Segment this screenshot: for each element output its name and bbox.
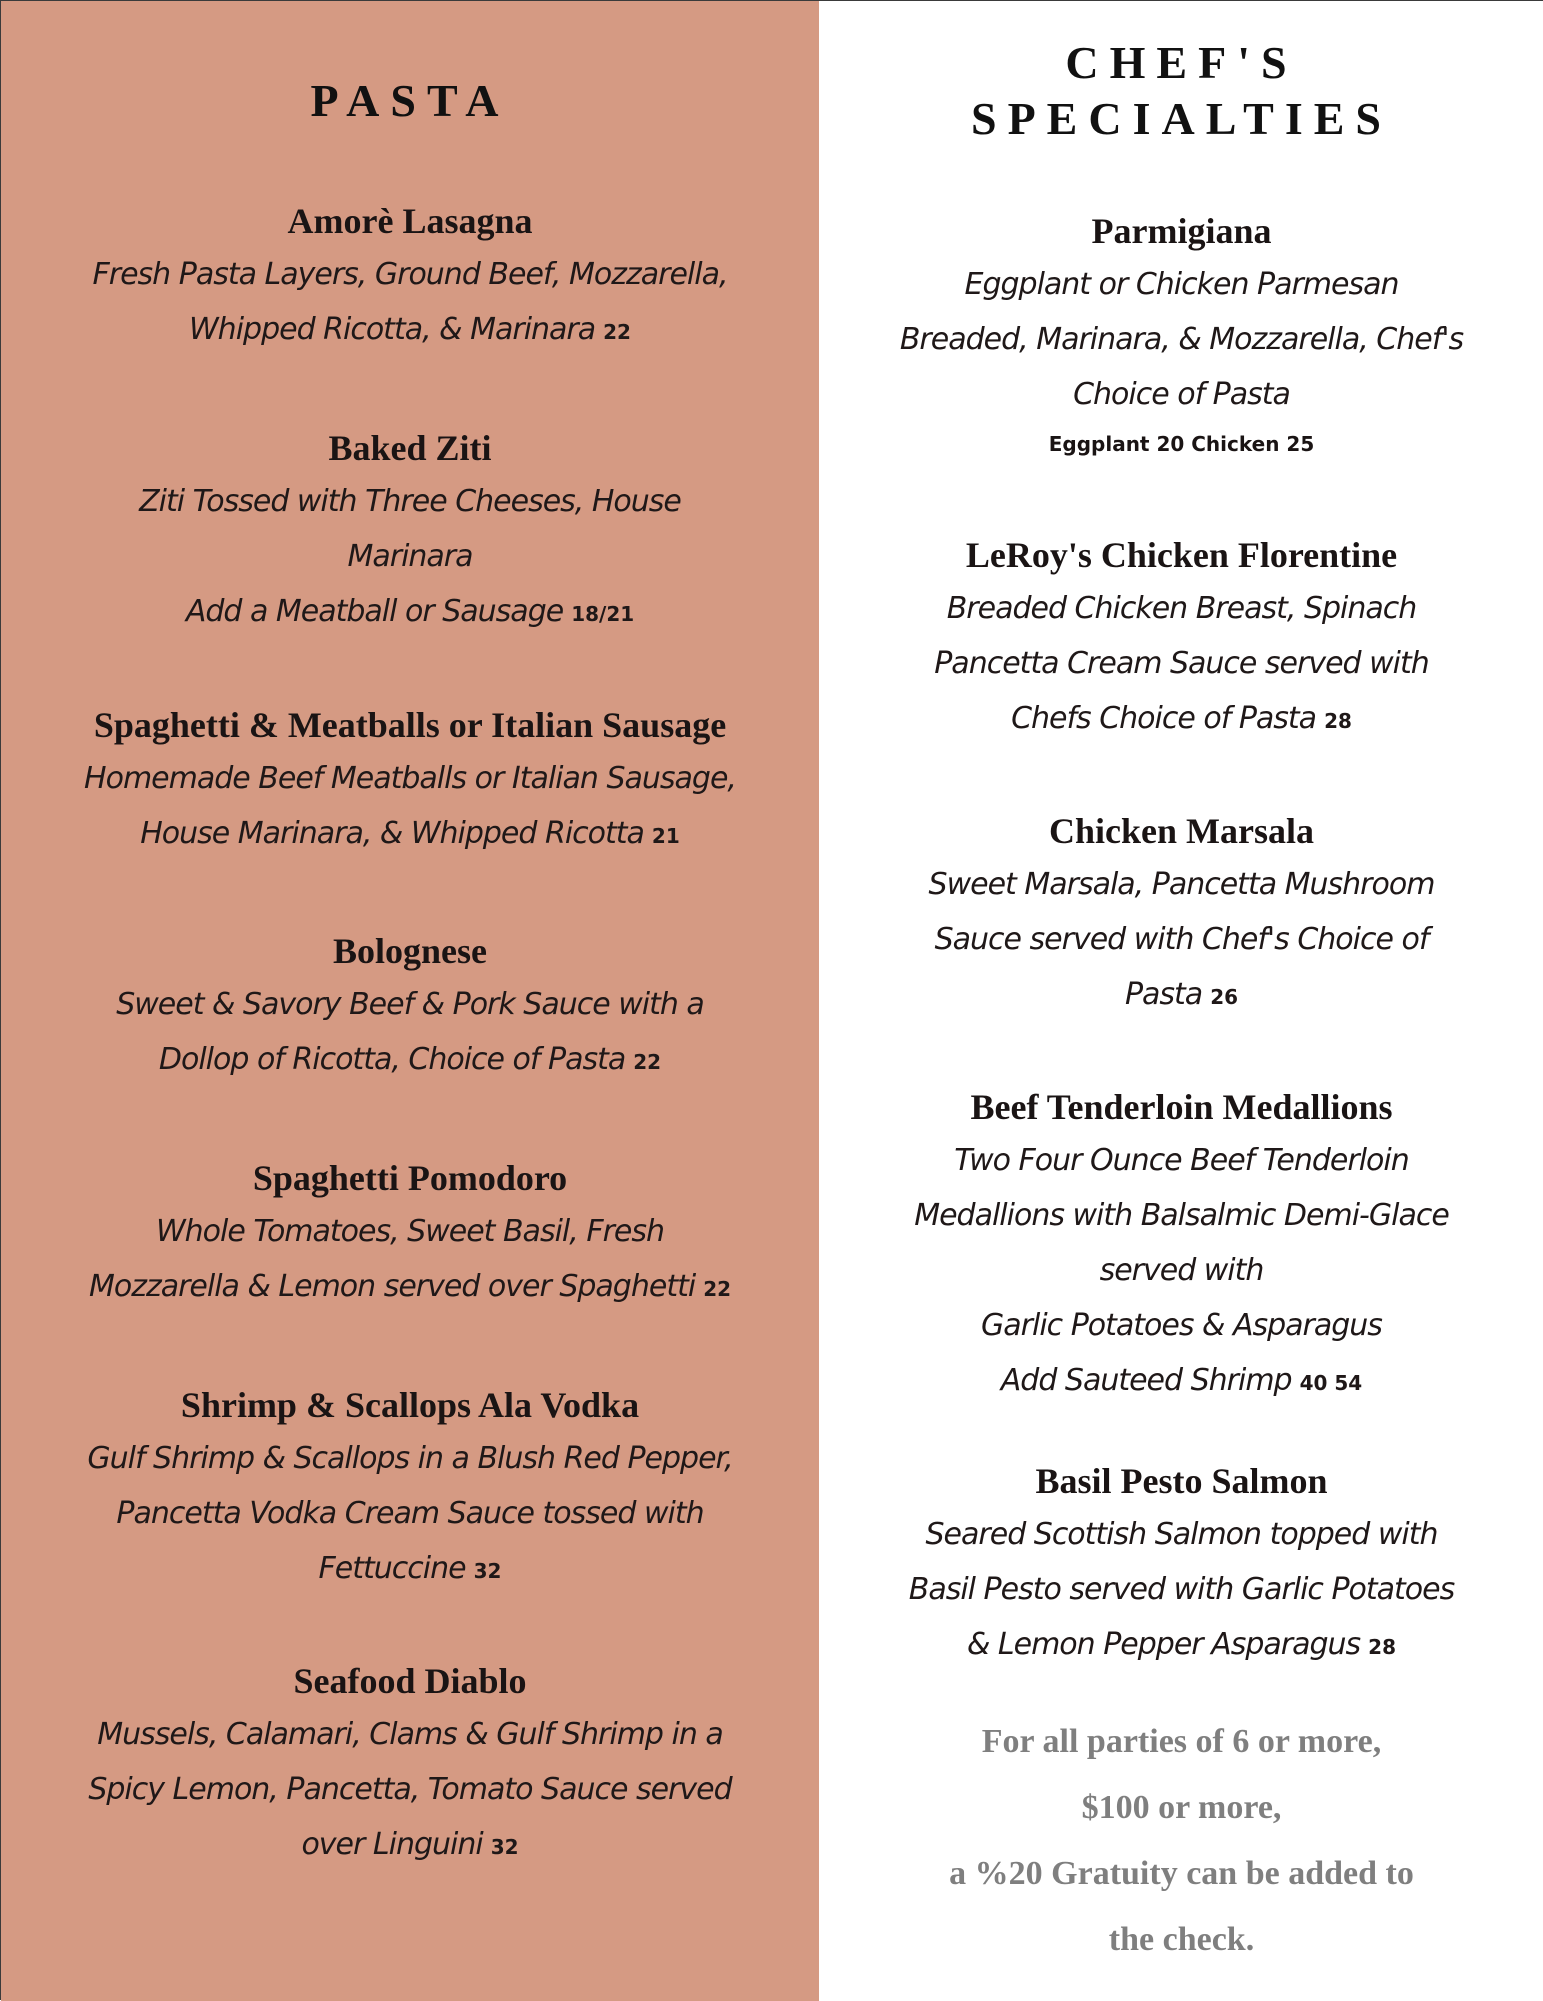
item-description-line: Gulf Shrimp & Scallops in a Blush Red Pepper, (87, 1441, 733, 1476)
item-price: 28 (1324, 709, 1352, 733)
item-price: 22 (703, 1277, 732, 1301)
item-description-line: Add Sauteed Shrimp 40 54 (1000, 1363, 1363, 1398)
item-description-line: Mozzarella & Lemon served over Spaghetti 22 (88, 1269, 732, 1304)
item-name: Seafood Diablo (293, 1661, 527, 1701)
menu-item-bolognese (1, 925, 819, 1090)
item-name: Shrimp & Scallops Ala Vodka (180, 1385, 640, 1425)
pasta-column (1, 1, 819, 2001)
specialties-heading: CHEF'S SPECIALTIES (970, 37, 1392, 144)
item-price: 22 (633, 1050, 662, 1074)
pasta-heading: PASTA (310, 75, 510, 126)
menu-item-seafood-diablo (1, 1655, 819, 1875)
item-price: 28 (1368, 1635, 1397, 1659)
item-description-line: Whole Tomatoes, Sweet Basil, Fresh (155, 1214, 665, 1249)
menu-item-beef-tenderloin (819, 1081, 1543, 1411)
item-description-line: Garlic Potatoes & Asparagus (981, 1308, 1382, 1343)
item-name: Spaghetti Pomodoro (252, 1158, 568, 1198)
menu-item-amore-lasagna (1, 195, 819, 360)
item-description-line: Ziti Tossed with Three Cheeses, House (139, 484, 681, 519)
item-description-line: served with (1099, 1253, 1264, 1288)
item-description-line: Sweet Marsala, Pancetta Mushroom (928, 867, 1435, 902)
item-price: 18/21 (571, 602, 635, 626)
item-name: Bolognese (332, 931, 487, 971)
menu-item-chicken-florentine (819, 529, 1543, 749)
item-name: Basil Pesto Salmon (1035, 1461, 1328, 1501)
item-description-line: Two Four Ounce Beef Tenderloin (954, 1143, 1409, 1178)
item-price: 26 (1210, 985, 1239, 1009)
item-description-line: Pancetta Vodka Cream Sauce tossed with (116, 1496, 704, 1531)
item-description-line: Dollop of Ricotta, Choice of Pasta 22 (158, 1042, 662, 1077)
menu-item-parmigiana (819, 205, 1543, 466)
item-price: 32 (473, 1559, 502, 1583)
menu-item-basil-pesto-salmon (819, 1455, 1543, 1675)
item-description-line: Sweet & Savory Beef & Pork Sauce with a (116, 987, 704, 1022)
item-description-line: Sauce served with Chef's Choice of (934, 922, 1429, 957)
specialties-column (819, 1, 1543, 2001)
item-description-line: & Lemon Pepper Asparagus 28 (966, 1627, 1397, 1662)
item-name: Beef Tenderloin Medallions (970, 1087, 1393, 1127)
item-description-line: Homemade Beef Meatballs or Italian Sausage, (84, 761, 736, 796)
item-description-line: Add a Meatball or Sausage 18/21 (185, 594, 635, 629)
item-description-line: Mussels, Calamari, Clams & Gulf Shrimp in a (97, 1717, 723, 1752)
note-line: the check. (1108, 1921, 1255, 1958)
item-description-line: Breaded, Marinara, & Mozzarella, Chef's (899, 322, 1464, 357)
menu-item-shrimp-scallops-vodka (1, 1379, 819, 1599)
item-name: Spaghetti & Meatballs or Italian Sausage (93, 705, 727, 745)
item-price: 22 (603, 320, 631, 344)
item-name: Chicken Marsala (1049, 811, 1314, 851)
item-price: 32 (490, 1835, 519, 1859)
item-price: Eggplant 20 Chicken 25 (1048, 432, 1315, 456)
note-line: For all parties of 6 or more, (981, 1723, 1382, 1760)
item-description-line: Breaded Chicken Breast, Spinach (946, 591, 1417, 626)
item-description-line: Fresh Pasta Layers, Ground Beef, Mozzarella, (92, 257, 728, 292)
item-price: 21 (651, 824, 680, 848)
item-name: LeRoy's Chicken Florentine (965, 535, 1398, 575)
item-description-line: Seared Scottish Salmon topped with (925, 1517, 1438, 1552)
menu-item-chicken-marsala (819, 805, 1543, 1025)
menu-item-spaghetti-pomodoro (1, 1152, 819, 1317)
item-description-line: Whipped Ricotta, & Marinara 22 (189, 312, 631, 347)
item-description-line: Choice of Pasta (1073, 377, 1290, 412)
note-line: $100 or more, (1081, 1789, 1282, 1826)
item-description-line: Eggplant or Chicken Parmesan (964, 267, 1399, 302)
item-description-line: Basil Pesto served with Garlic Potatoes (908, 1572, 1455, 1607)
item-price: 40 54 (1299, 1371, 1363, 1395)
item-description-line: Spicy Lemon, Pancetta, Tomato Sauce served (88, 1772, 732, 1807)
item-name: Parmigiana (1091, 211, 1272, 251)
menu-item-spaghetti-meatballs (1, 699, 819, 864)
item-name: Amorè Lasagna (287, 201, 533, 241)
item-description-line: House Marinara, & Whipped Ricotta 21 (140, 816, 680, 851)
item-description-line: Pasta 26 (1124, 977, 1239, 1012)
item-description-line: Fettuccine 32 (318, 1551, 502, 1586)
item-description-line: Medallions with Balsalmic Demi-Glace (914, 1198, 1449, 1233)
item-description-line: Chefs Choice of Pasta 28 (1011, 701, 1352, 736)
menu-item-baked-ziti (1, 422, 819, 642)
item-description-line: Marinara (347, 539, 473, 574)
item-description-line: over Linguini 32 (301, 1827, 519, 1862)
gratuity-note (819, 1709, 1543, 1973)
note-line: a %20 Gratuity can be added to (949, 1855, 1414, 1892)
item-description-line: Pancetta Cream Sauce served with (934, 646, 1429, 681)
item-name: Baked Ziti (328, 428, 492, 468)
